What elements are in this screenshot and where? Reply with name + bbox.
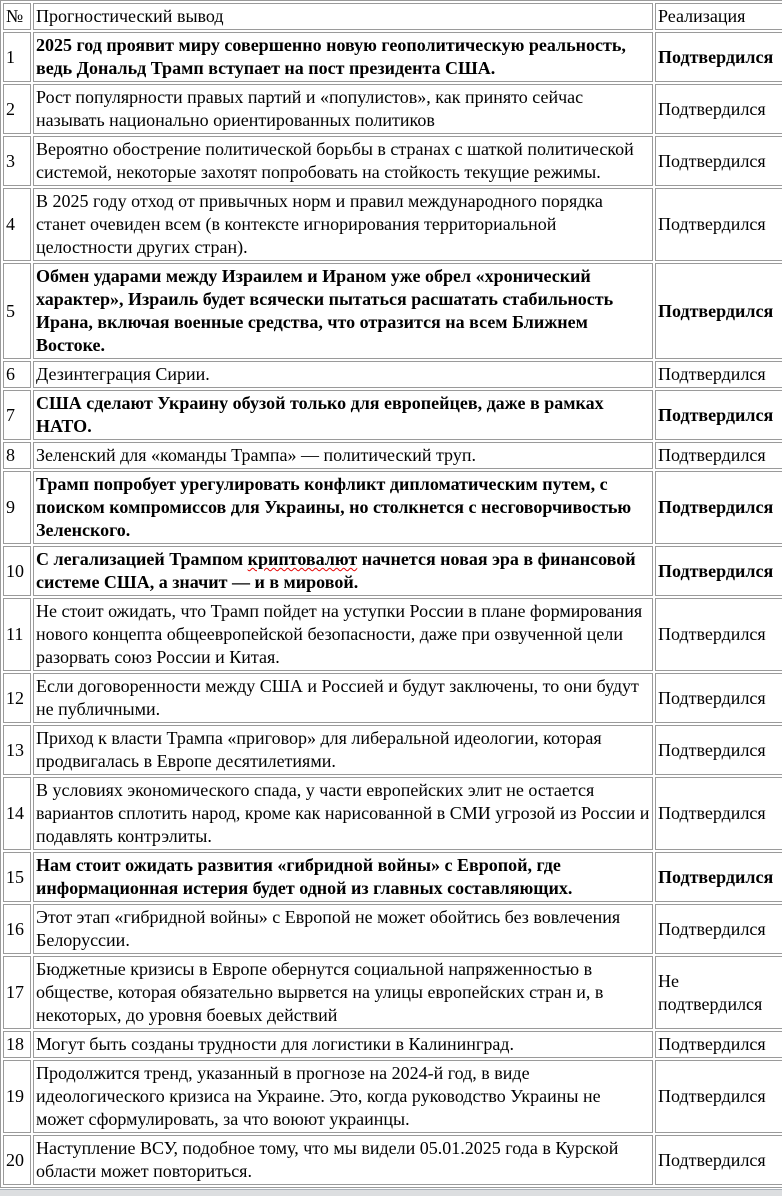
header-number: № (3, 3, 31, 30)
status-cell: Подтвердился (655, 777, 782, 850)
row-number: 16 (3, 904, 31, 954)
status-cell: Подтвердился (655, 471, 782, 544)
status-cell: Не подтвердился (655, 956, 782, 1029)
row-number: 15 (3, 852, 31, 902)
table-row (3, 136, 782, 186)
table-row (3, 1135, 782, 1185)
prediction-text: Обмен ударами между Израилем и Ираном уже обрел «хронический характер», Израиль будет всячески пытаться расшатать стабильность Ирана, включая военные средства, что отразится на всем Ближнем Востоке. (33, 263, 653, 359)
table-row (3, 1031, 782, 1058)
table-row (3, 442, 782, 469)
row-number: 1 (3, 32, 31, 82)
row-number: 10 (3, 546, 31, 596)
table-row (3, 84, 782, 134)
row-number: 18 (3, 1031, 31, 1058)
row-number: 7 (3, 390, 31, 440)
spellcheck-word: криптовалют (247, 549, 358, 569)
status-cell: Подтвердился (655, 188, 782, 261)
table-row (3, 777, 782, 850)
table-row (3, 904, 782, 954)
table-row (3, 852, 782, 902)
table-row (3, 263, 782, 359)
prediction-text: Бюджетные кризисы в Европе обернутся социальной напряженностью в обществе, которая обязательно вырвется на улицы европейских стран и, в некоторых, до уровня боевых действий (33, 956, 653, 1029)
row-number: 6 (3, 361, 31, 388)
window-bottom-edge (0, 1189, 782, 1196)
row-number: 13 (3, 725, 31, 775)
prediction-text: Не стоит ожидать, что Трамп пойдет на уступки России в плане формирования нового концепта общеевропейской безопасности, даже при озвученной цели разорвать союз России и Китая. (33, 598, 653, 671)
prediction-text: Трамп попробует урегулировать конфликт дипломатическим путем, с поиском компромиссов для Украины, но столкнется с несговорчивостью Зеленского. (33, 471, 653, 544)
status-cell: Подтвердился (655, 390, 782, 440)
prediction-text: Дезинтеграция Сирии. (33, 361, 653, 388)
prediction-text: 2025 год проявит миру совершенно новую геополитическую реальность, ведь Дональд Трамп вступает на пост президента США. (33, 32, 653, 82)
status-cell: Подтвердился (655, 1031, 782, 1058)
row-number: 9 (3, 471, 31, 544)
table-row (3, 32, 782, 82)
status-cell: Подтвердился (655, 442, 782, 469)
prediction-text: В условиях экономического спада, у части европейских элит не остается вариантов сплотить народ, кроме как нарисованной в СМИ угрозой из России и подавлять контрэлиты. (33, 777, 653, 850)
row-number: 12 (3, 673, 31, 723)
status-cell: Подтвердился (655, 84, 782, 134)
row-number: 17 (3, 956, 31, 1029)
prediction-text: Этот этап «гибридной войны» с Европой не может обойтись без вовлечения Белоруссии. (33, 904, 653, 954)
row-number: 4 (3, 188, 31, 261)
table-row (3, 598, 782, 671)
row-number: 5 (3, 263, 31, 359)
table-row (3, 188, 782, 261)
prediction-text: Могут быть созданы трудности для логистики в Калининград. (33, 1031, 653, 1058)
table-row (3, 546, 782, 596)
row-number: 11 (3, 598, 31, 671)
row-number: 2 (3, 84, 31, 134)
prediction-text: Нам стоит ожидать развития «гибридной войны» с Европой, где информационная истерия будет одной из главных составляющих. (33, 852, 653, 902)
status-cell: Подтвердился (655, 598, 782, 671)
table-row (3, 673, 782, 723)
header-realization: Реализация (655, 3, 782, 30)
row-number: 8 (3, 442, 31, 469)
status-cell: Подтвердился (655, 904, 782, 954)
row-number: 14 (3, 777, 31, 850)
status-cell: Подтвердился (655, 673, 782, 723)
prediction-text: В 2025 году отход от привычных норм и правил международного порядка станет очевиден всем (в контексте игнорирования территориальной целостности других стран). (33, 188, 653, 261)
prediction-text: С легализацией Трампом криптовалют начнется новая эра в финансовой системе США, а значит — и в мировой. (33, 546, 653, 596)
status-cell: Подтвердился (655, 1135, 782, 1185)
table-row (3, 956, 782, 1029)
status-cell: Подтвердился (655, 361, 782, 388)
header-row (3, 3, 782, 30)
prediction-text: США сделают Украину обузой только для европейцев, даже в рамках НАТО. (33, 390, 653, 440)
prediction-text: Приход к власти Трампа «приговор» для либеральной идеологии, которая продвигалась в Европе десятилетиями. (33, 725, 653, 775)
status-cell: Подтвердился (655, 1060, 782, 1133)
table-row (3, 390, 782, 440)
table-row (3, 471, 782, 544)
status-cell: Подтвердился (655, 852, 782, 902)
table-row (3, 1060, 782, 1133)
prediction-text: Наступление ВСУ, подобное тому, что мы видели 05.01.2025 года в Курской области может повториться. (33, 1135, 653, 1185)
table-body (3, 32, 782, 1185)
prediction-text: Рост популярности правых партий и «популистов», как принято сейчас называть национально ориентированных политиков (33, 84, 653, 134)
status-cell: Подтвердился (655, 32, 782, 82)
row-number: 19 (3, 1060, 31, 1133)
prediction-text: Вероятно обострение политической борьбы в странах с шаткой политической системой, некоторые захотят попробовать на стойкость текущие режимы. (33, 136, 653, 186)
header-conclusion: Прогностический вывод (33, 3, 653, 30)
row-number: 20 (3, 1135, 31, 1185)
table-row (3, 725, 782, 775)
row-number: 3 (3, 136, 31, 186)
status-cell: Подтвердился (655, 725, 782, 775)
table-row (3, 361, 782, 388)
status-cell: Подтвердился (655, 263, 782, 359)
status-cell: Подтвердился (655, 136, 782, 186)
prediction-text: Зеленский для «команды Трампа» — политический труп. (33, 442, 653, 469)
prediction-text: Продолжится тренд, указанный в прогнозе на 2024-й год, в виде идеологического кризиса на Украине. Это, когда руководство Украины не может сформулировать, за что воюют украинцы. (33, 1060, 653, 1133)
prediction-text: Если договоренности между США и Россией и будут заключены, то они будут не публичными. (33, 673, 653, 723)
status-cell: Подтвердился (655, 546, 782, 596)
